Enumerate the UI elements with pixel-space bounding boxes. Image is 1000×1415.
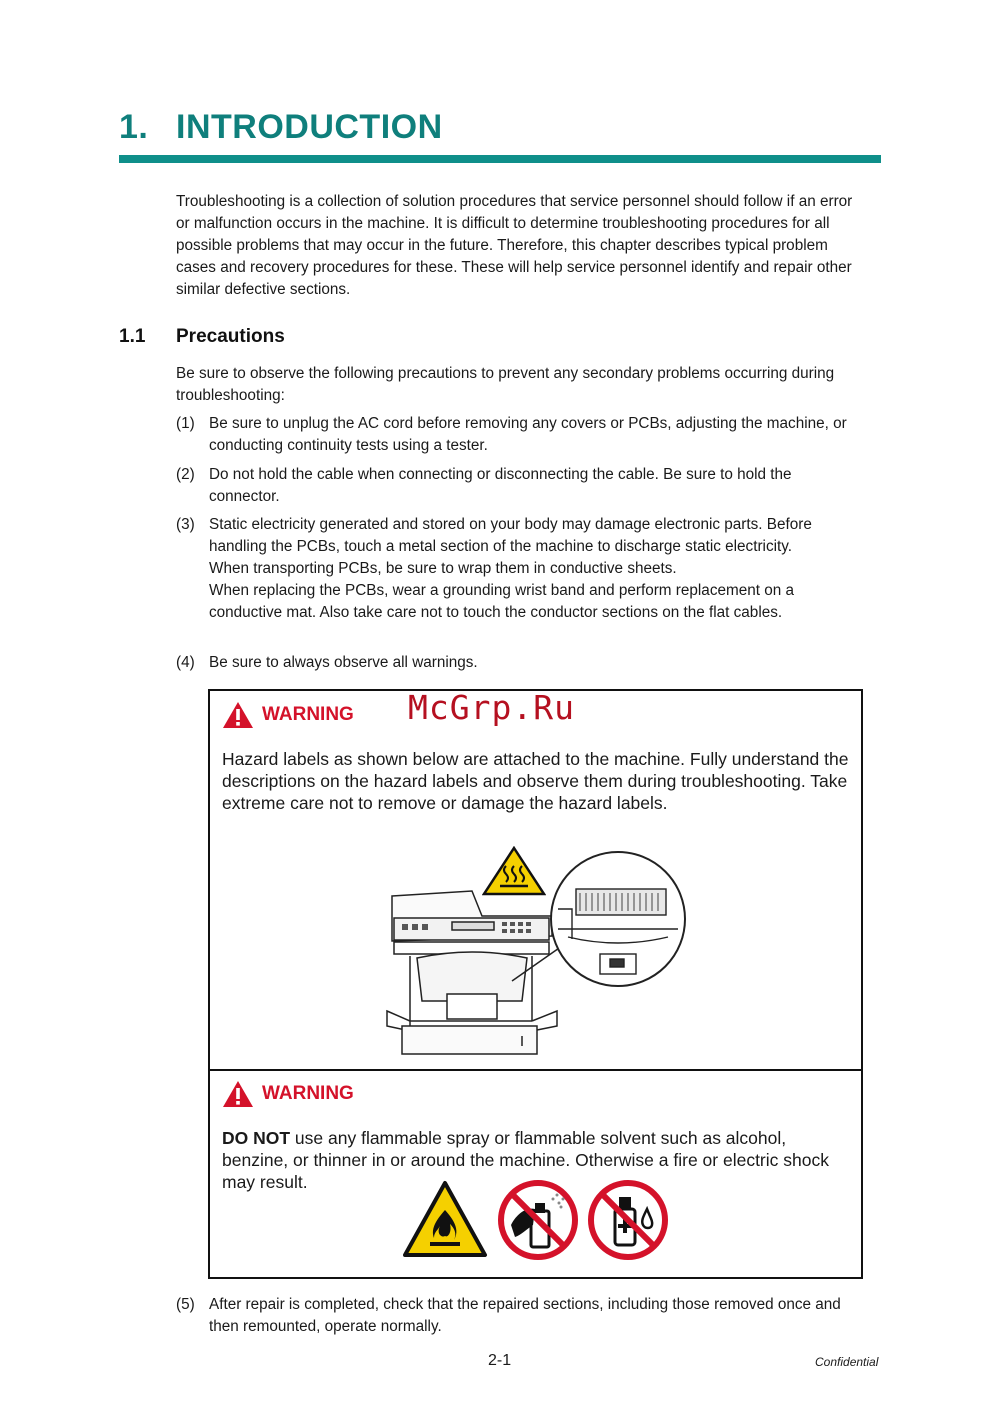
watermark: McGrp.Ru	[408, 688, 575, 727]
item-text: When replacing the PCBs, wear a grounding wrist band and perform replacement on a conductive mat. Also take care not to touch the conductor sections on the flat cables.	[209, 582, 795, 621]
list-item	[176, 514, 866, 624]
confidential-label: Confidential	[815, 1355, 879, 1369]
item-text: After repair is completed, check that the repaired sections, including those removed once and then remounted, operate normally.	[209, 1296, 841, 1335]
warning-label: WARNING	[262, 704, 354, 725]
precautions-intro: Be sure to observe the following precautions to prevent any secondary problems occurring during troubleshooting:	[176, 365, 835, 404]
item-text: Do not hold the cable when connecting or disconnecting the cable. Be sure to hold the connector.	[209, 466, 792, 505]
chapter-title	[119, 108, 443, 147]
warning-text-body: use any flammable spray or flammable solvent such as alcohol, benzine, or thinner in or around the machine. Otherwise a fire or electric shock may result.	[222, 1128, 829, 1192]
warning-triangle-icon	[222, 701, 254, 729]
flammable-hazard-icon	[402, 1180, 488, 1258]
warning-header	[222, 701, 354, 729]
no-flammable-solvent-icon	[587, 1179, 669, 1261]
warning-header	[222, 1080, 354, 1108]
item-number: (1)	[176, 415, 195, 432]
item-number: (3)	[176, 516, 195, 533]
item-text: Static electricity generated and stored on your body may damage electronic parts. Before handling the PCBs, touch a metal section of the machine to discharge static electricity.	[209, 516, 812, 555]
section-heading	[119, 326, 285, 348]
intro-paragraph: Troubleshooting is a collection of solution procedures that service personnel should follow if an error or malfunction occurs in the machine. It is difficult to determine troubleshooting procedures for all possible problems that may occur in the future. Therefore, this chapter describes typical problem cases and recovery procedures for these. These will help service personnel identify and repair other similar defective sections.	[176, 193, 853, 298]
magnified-detail-illustration	[548, 849, 688, 989]
item-number: (4)	[176, 654, 195, 671]
list-item	[176, 413, 866, 457]
warning-triangle-icon	[222, 1080, 254, 1108]
page-number: 2-1	[488, 1352, 512, 1369]
chapter-number: 1.	[119, 108, 149, 146]
warning-box	[208, 689, 863, 1279]
section-title: Precautions	[176, 326, 285, 347]
item-text: Be sure to always observe all warnings.	[209, 654, 478, 671]
warning-label: WARNING	[262, 1083, 354, 1104]
no-flammable-spray-icon	[497, 1179, 579, 1261]
list-item	[176, 1294, 866, 1338]
chapter-rule	[119, 155, 881, 163]
item-number: (2)	[176, 466, 195, 483]
warning-text: Hazard labels as shown below are attached to the machine. Fully understand the descriptions on the hazard labels and observe them during troubleshooting. Take extreme care not to remove or damage the hazard labels.	[222, 749, 849, 813]
item-text: Be sure to unplug the AC cord before removing any covers or PCBs, adjusting the machine, or conducting continuity tests using a tester.	[209, 415, 847, 454]
item-number: (5)	[176, 1296, 195, 1313]
warning-divider	[210, 1069, 861, 1071]
list-item	[176, 464, 866, 508]
section-number: 1.1	[119, 326, 146, 347]
do-not-emphasis: DO NOT	[222, 1128, 291, 1148]
list-item	[176, 652, 866, 674]
item-text: When transporting PCBs, be sure to wrap them in conductive sheets.	[209, 560, 677, 577]
chapter-title-text: INTRODUCTION	[176, 108, 443, 146]
